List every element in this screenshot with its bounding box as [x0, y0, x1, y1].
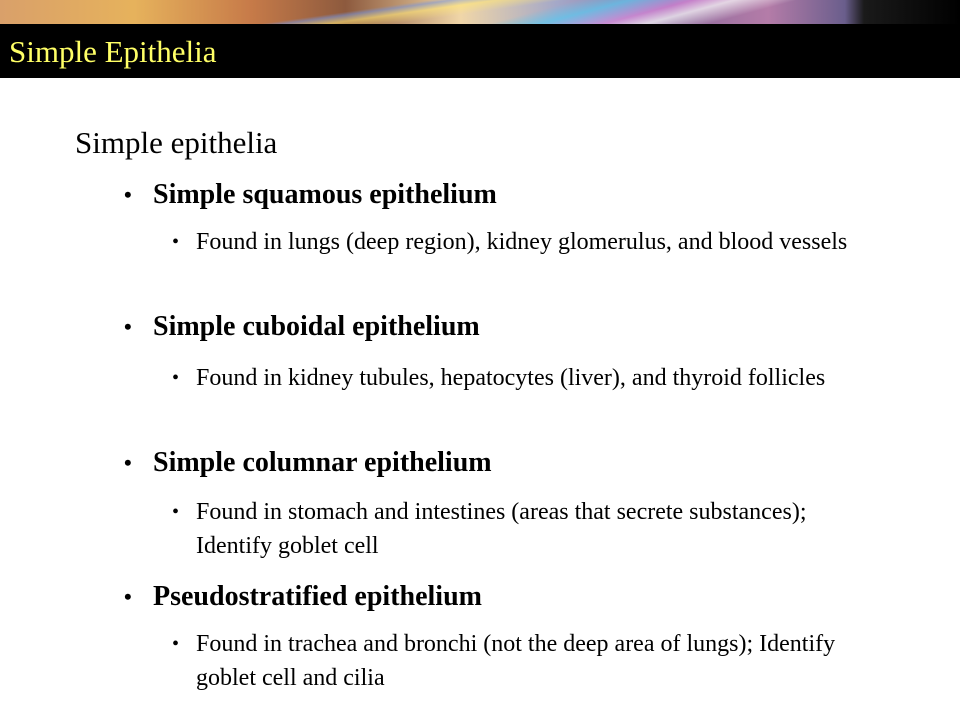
bullet-icon: •	[172, 633, 180, 655]
sub-bullet-text: Found in trachea and bronchi (not the deep area of lungs); Identify goblet cell and cilia	[196, 631, 836, 691]
bullet-item-label: Simple columnar epithelium	[153, 447, 492, 478]
bullet-icon: •	[124, 584, 132, 609]
slide-title: Simple Epithelia	[9, 34, 217, 69]
sub-bullet-text: Found in stomach and intestines (areas that secrete substances); Identify goblet cell	[196, 499, 807, 559]
bullet-item-label: Simple cuboidal epithelium	[153, 311, 480, 342]
bullet-icon: •	[172, 231, 180, 253]
bullet-icon: •	[124, 182, 132, 207]
bullet-item-label: Simple squamous epithelium	[153, 179, 497, 210]
bullet-icon: •	[124, 450, 132, 475]
bullet-icon: •	[172, 501, 180, 523]
bullet-icon: •	[124, 314, 132, 339]
sub-bullet-text: Found in lungs (deep region), kidney glomerulus, and blood vessels	[196, 229, 848, 255]
section-heading: Simple epithelia	[75, 125, 278, 160]
bullet-icon: •	[172, 367, 180, 389]
sub-bullet-text: Found in kidney tubules, hepatocytes (liver), and thyroid follicles	[196, 365, 826, 391]
bullet-item-label: Pseudostratified epithelium	[153, 581, 482, 612]
